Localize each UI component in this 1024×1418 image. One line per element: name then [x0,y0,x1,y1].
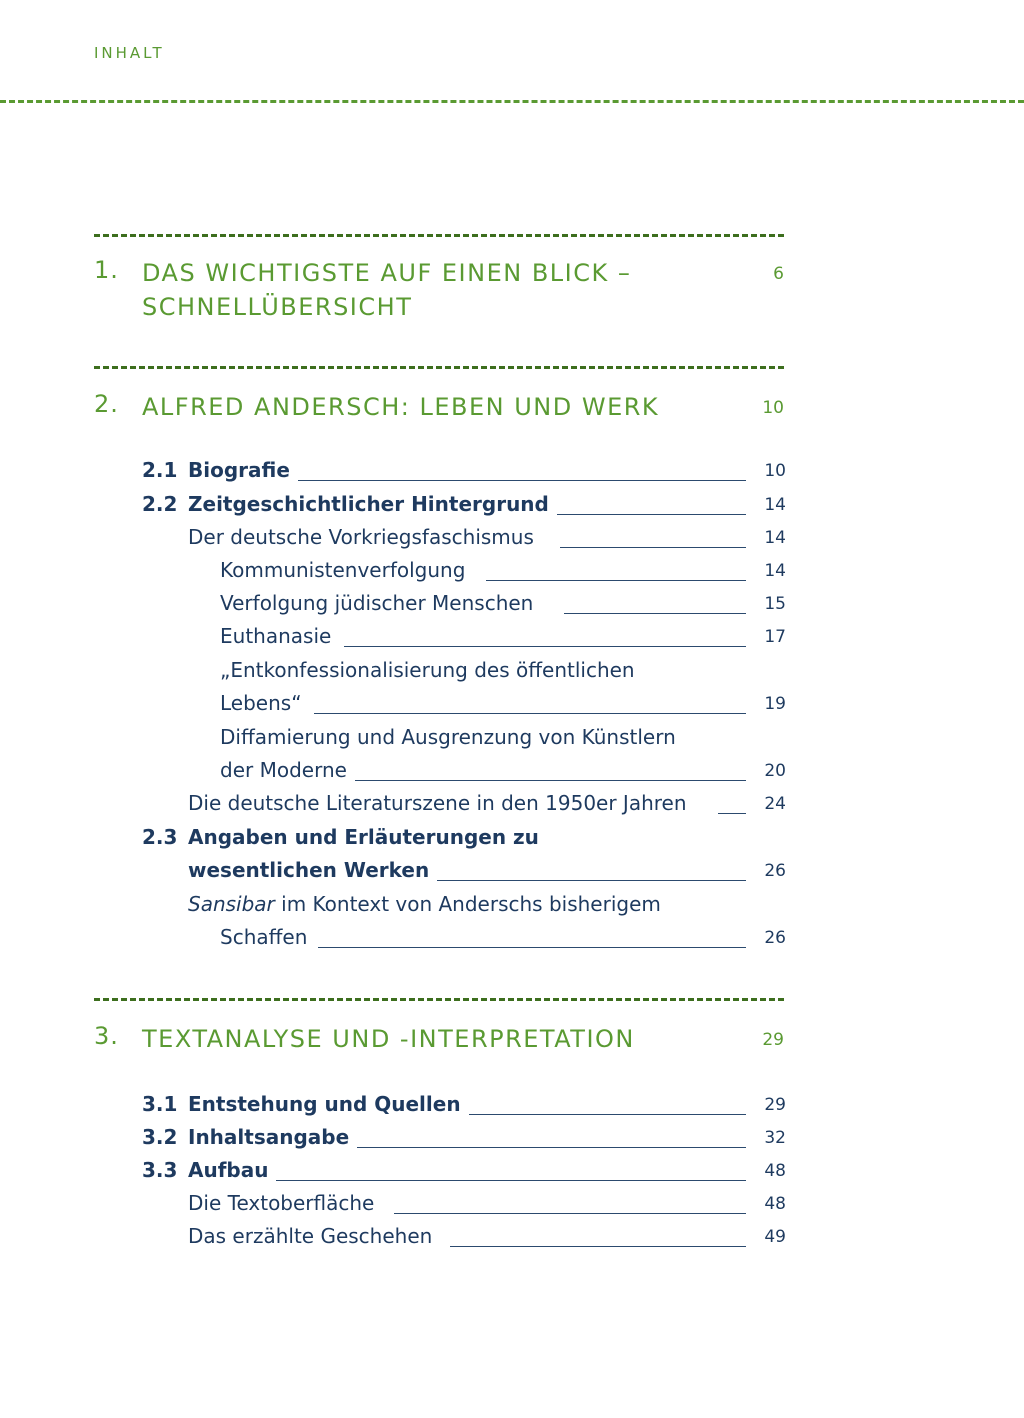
dot-leader [344,646,746,647]
entry-number: 3.2 [142,1125,178,1149]
section-title[interactable] [142,390,702,424]
section-title-line: TEXTANALYSE UND -INTERPRETATION [142,1025,635,1053]
toc-entry[interactable] [0,1224,1024,1257]
toc-entry[interactable] [0,1092,1024,1125]
entry-label-line: „Entkonfessionalisierung des öffentlichen [220,658,635,682]
toc-entry[interactable] [0,791,1024,824]
toc-entry[interactable] [0,624,1024,657]
entry-page: 20 [764,761,786,781]
entry-page: 19 [764,694,786,714]
dot-leader [550,514,746,515]
section-page: 29 [762,1030,784,1050]
section-divider [94,366,784,369]
dot-leader [718,813,746,814]
section-divider [94,998,784,1001]
dot-leader [462,1114,746,1115]
section-divider [94,234,784,237]
entry-label-line: Diffamierung und Ausgrenzung von Künstlern [220,725,676,749]
entry-page: 10 [764,461,786,481]
section-number: 1. [94,256,119,284]
entry-page: 14 [764,561,786,581]
entry-page: 17 [764,627,786,647]
section-page: 6 [773,264,784,284]
toc-entry[interactable] [0,1125,1024,1158]
work-title: Sansibar [188,892,275,916]
running-header: INHALT [94,44,165,62]
entry-page: 26 [764,928,786,948]
dot-leader [318,947,746,948]
entry-label-line [188,892,661,916]
entry-label: Biografie [188,458,298,482]
toc-entry[interactable] [0,691,1024,724]
dot-leader [352,1147,746,1148]
dot-leader [486,580,746,581]
entry-label: Kommunistenverfolgung [220,558,473,582]
entry-page: 24 [764,794,786,814]
entry-label: Inhaltsangabe [188,1125,357,1149]
entry-label: Lebens“ [220,691,310,715]
entry-label: Die Textoberfläche [188,1191,382,1215]
toc-entry[interactable] [0,492,1024,525]
section-title-line: ALFRED ANDERSCH: LEBEN UND WERK [142,393,660,421]
toc-entry[interactable] [0,591,1024,624]
toc-entry[interactable] [0,458,1024,491]
toc-entry[interactable] [0,758,1024,791]
entry-number: 2.1 [142,458,178,482]
entry-page: 15 [764,594,786,614]
toc-entry[interactable] [0,925,1024,958]
dot-leader [296,480,746,481]
dot-leader [394,1213,746,1214]
entry-page: 48 [764,1161,786,1181]
entry-page: 14 [764,495,786,515]
entry-label: wesentlichen Werken [188,858,437,882]
header-divider [0,100,1024,103]
entry-label: Verfolgung jüdischer Menschen [220,591,541,615]
entry-label: Euthanasie [220,624,339,648]
entry-page: 32 [764,1128,786,1148]
toc-entry[interactable] [0,1191,1024,1224]
entry-page: 48 [764,1194,786,1214]
entry-label-rest: im Kontext von Anderschs bisherigem [274,892,661,916]
dot-leader [560,547,746,548]
dot-leader [314,713,746,714]
toc-entry[interactable] [0,558,1024,591]
entry-label: Schaffen [220,925,315,949]
dot-leader [564,613,746,614]
entry-label: Aufbau [188,1158,276,1182]
dot-leader [276,1180,746,1181]
toc-entry[interactable] [0,858,1024,891]
section-number: 3. [94,1022,119,1050]
dot-leader [450,1246,746,1247]
entry-label: Der deutsche Vorkriegsfaschismus [188,525,542,549]
dot-leader [336,780,746,781]
entry-number: 3.1 [142,1092,178,1116]
entry-label: Die deutsche Literaturszene in den 1950er Jahren [188,791,695,815]
section-title[interactable] [142,1022,702,1056]
entry-label: Entstehung und Quellen [188,1092,469,1116]
entry-label: Das erzählte Geschehen [188,1224,440,1248]
dot-leader [432,880,746,881]
section-title[interactable] [142,256,702,324]
entry-number: 2.2 [142,492,178,516]
entry-page: 26 [764,861,786,881]
section-title-line: SCHNELLÜBERSICHT [142,293,413,321]
entry-label: der Moderne [220,758,355,782]
section-number: 2. [94,390,119,418]
section-title-line: DAS WICHTIGSTE AUF EINEN BLICK – [142,259,632,287]
toc-entry[interactable] [0,525,1024,558]
entry-page: 49 [764,1227,786,1247]
entry-number: 3.3 [142,1158,178,1182]
toc-entry[interactable] [0,1158,1024,1191]
entry-label: Zeitgeschichtlicher Hintergrund [188,492,557,516]
entry-number: 2.3 [142,825,178,849]
entry-label-line: Angaben und Erläuterungen zu [188,825,547,849]
entry-page: 14 [764,528,786,548]
section-page: 10 [762,398,784,418]
entry-page: 29 [764,1095,786,1115]
toc-entry-heading [0,825,1024,855]
